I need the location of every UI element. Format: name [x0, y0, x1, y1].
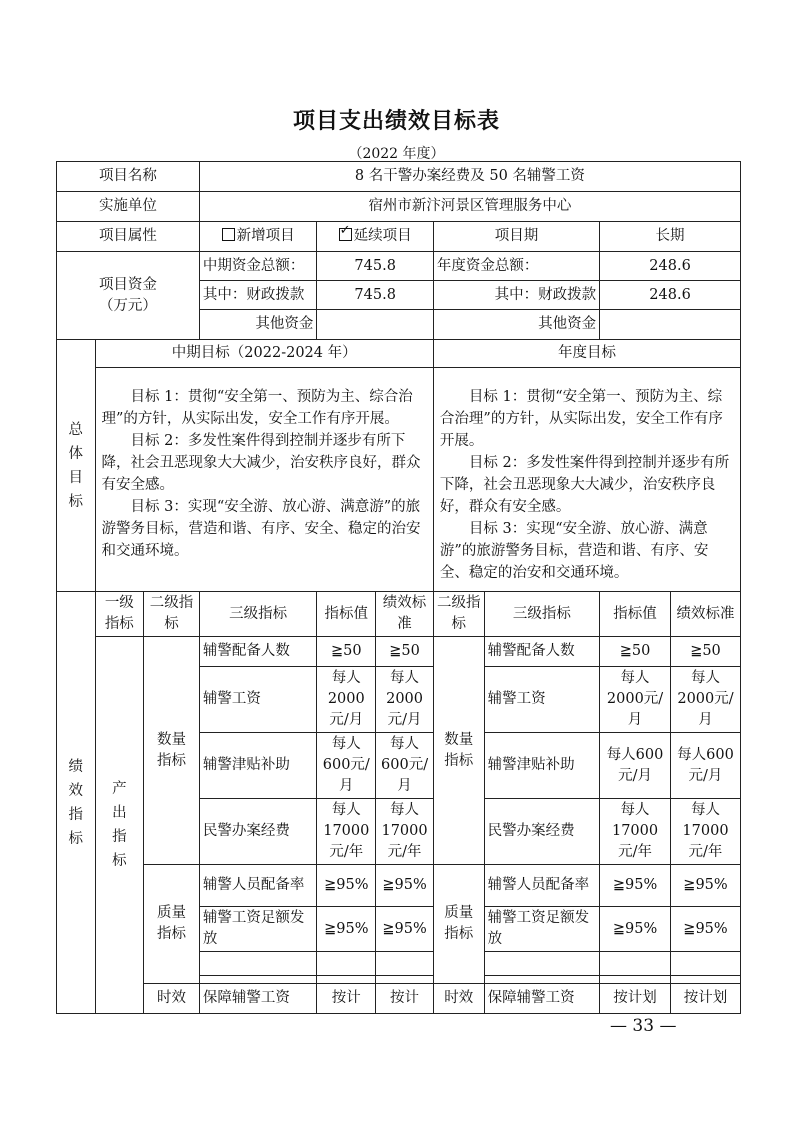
q4-standard-b: 每人17000元/年 — [671, 799, 741, 865]
m1-standard-b: ≧95% — [671, 865, 741, 907]
quantity-label-b: 数量指标 — [433, 637, 484, 865]
header-value-b: 指标值 — [600, 592, 671, 637]
header-level3-b: 三级指标 — [484, 592, 600, 637]
mid-goal-1: 目标 1：贯彻“安全第一、预防为主、综合治理”的方针，从实际出发，安全工作有序开展。 — [101, 389, 413, 427]
mid-fiscal-value: 745.8 — [317, 281, 434, 310]
m2-name: 辅警工资足额发放 — [199, 907, 317, 952]
m1-name-b: 辅警人员配备率 — [484, 865, 600, 907]
q2-name-b: 辅警工资 — [484, 667, 600, 733]
unit-value: 宿州市新汴河景区管理服务中心 — [199, 192, 740, 222]
row-unit — [57, 192, 741, 222]
header-standard: 绩效标准 — [376, 592, 434, 637]
year-goals-header: 年度目标 — [433, 340, 740, 368]
t-name: 保障辅警工资 — [199, 984, 317, 1014]
q3-standard-b: 每人600元/月 — [671, 733, 741, 799]
header-level2: 二级指标 — [144, 592, 200, 637]
mid-other-value — [317, 310, 434, 340]
year-goal-2: 目标 2：多发性案件得到控制并逐步有所下降，社会丑恶现象大大减少，治安秩序良好，群众有安全感。 — [439, 455, 730, 515]
table-row — [57, 865, 741, 907]
row-indicator-header — [57, 592, 741, 637]
empty-cell — [317, 976, 376, 984]
mid-total-label: 中期资金总额： — [199, 252, 317, 281]
opt-new-cell — [199, 222, 317, 252]
q2-name: 辅警工资 — [199, 667, 317, 733]
mid-goal-2: 目标 2：多发性案件得到控制并逐步有所下降，社会丑恶现象大大减少，治安秩序良好，群众有安全感。 — [101, 433, 421, 493]
header-level1: 一级指标 — [95, 592, 144, 637]
period-label: 项目期 — [433, 222, 599, 252]
output-label: 产出指标 — [95, 637, 144, 1014]
empty-cell — [600, 976, 671, 984]
q1-name: 辅警配备人数 — [199, 637, 317, 667]
empty-cell — [484, 976, 600, 984]
year-goals-text — [433, 368, 740, 592]
opt-new-label: 新增项目 — [236, 228, 295, 244]
q3-standard: 每人600元/月 — [376, 733, 434, 799]
opt-cont-label: 延续项目 — [353, 228, 412, 244]
period-value: 长期 — [600, 222, 741, 252]
empty-cell — [376, 976, 434, 984]
empty-cell — [199, 976, 317, 984]
q2-standard: 每人2000元/月 — [376, 667, 434, 733]
q3-name-b: 辅警津贴补助 — [484, 733, 600, 799]
funds-label: 项目资金（万元） — [57, 252, 200, 340]
q1-standard-b: ≧50 — [671, 637, 741, 667]
q1-value-b: ≧50 — [600, 637, 671, 667]
m2-standard-b: ≧95% — [671, 907, 741, 952]
t-standard-b: 按计划 — [671, 984, 741, 1014]
year-other-value — [600, 310, 741, 340]
attr-label: 项目属性 — [57, 222, 200, 252]
q1-value: ≧50 — [317, 637, 376, 667]
empty-cell — [600, 952, 671, 976]
performance-table — [56, 161, 741, 1014]
quality-label-b: 质量指标 — [433, 865, 484, 984]
empty-cell — [376, 952, 434, 976]
q3-value-b: 每人600元/月 — [600, 733, 671, 799]
indicators-label: 绩效指标 — [57, 592, 96, 1014]
q2-value: 每人2000元/月 — [317, 667, 376, 733]
table-row — [57, 637, 741, 667]
q4-name-b: 民警办案经费 — [484, 799, 600, 865]
page-number: — 33 — — [610, 1016, 677, 1036]
checkbox-new-icon — [222, 228, 235, 241]
project-name-value: 8 名干警办案经费及 50 名辅警工资 — [199, 162, 740, 192]
mid-goals-text — [95, 368, 433, 592]
m1-value-b: ≧95% — [600, 865, 671, 907]
year-other-label: 其他资金 — [433, 310, 599, 340]
mid-goals-header: 中期目标（2022-2024 年） — [95, 340, 433, 368]
checkbox-checked-icon — [339, 228, 352, 241]
goals-label: 总体目标 — [57, 340, 96, 592]
header-standard-b: 绩效标准 — [671, 592, 741, 637]
m2-value: ≧95% — [317, 907, 376, 952]
mid-fiscal-label: 其中：财政拨款 — [199, 281, 317, 310]
m2-name-b: 辅警工资足额发放 — [484, 907, 600, 952]
q1-standard: ≧50 — [376, 637, 434, 667]
q2-value-b: 每人2000元/月 — [600, 667, 671, 733]
q4-value-b: 每人17000元/年 — [600, 799, 671, 865]
row-attribute — [57, 222, 741, 252]
mid-other-label: 其他资金 — [199, 310, 317, 340]
q3-name: 辅警津贴补助 — [199, 733, 317, 799]
year-fiscal-label: 其中：财政拨款 — [433, 281, 599, 310]
page-title: 项目支出绩效目标表 — [292, 109, 500, 134]
time-label: 时效 — [144, 984, 200, 1014]
unit-label: 实施单位 — [57, 192, 200, 222]
year-total-label: 年度资金总额： — [433, 252, 599, 281]
empty-cell — [671, 976, 741, 984]
year-total-value: 248.6 — [600, 252, 741, 281]
header-level2-b: 二级指标 — [433, 592, 484, 637]
m1-value: ≧95% — [317, 865, 376, 907]
time-label-b: 时效 — [433, 984, 484, 1014]
t-name-b: 保障辅警工资 — [484, 984, 600, 1014]
empty-cell — [484, 952, 600, 976]
year-goal-3: 目标 3：实现“安全游、放心游、满意游”的旅游警务目标，营造和谐、有序、安全、稳定的治安和交通环境。 — [439, 521, 709, 581]
empty-cell — [671, 952, 741, 976]
mid-total-value: 745.8 — [317, 252, 434, 281]
q2-standard-b: 每人2000元/月 — [671, 667, 741, 733]
row-project-name — [57, 162, 741, 192]
m1-name: 辅警人员配备率 — [199, 865, 317, 907]
q4-standard: 每人17000元/年 — [376, 799, 434, 865]
quality-label: 质量指标 — [144, 865, 200, 984]
project-name-label: 项目名称 — [57, 162, 200, 192]
q1-name-b: 辅警配备人数 — [484, 637, 600, 667]
q4-name: 民警办案经费 — [199, 799, 317, 865]
q4-value: 每人17000元/年 — [317, 799, 376, 865]
year-fiscal-value: 248.6 — [600, 281, 741, 310]
table-row — [57, 984, 741, 1014]
t-standard: 按计 — [376, 984, 434, 1014]
row-funds-total — [57, 252, 741, 281]
quantity-label: 数量指标 — [144, 637, 200, 865]
header-level3: 三级指标 — [199, 592, 317, 637]
m2-standard: ≧95% — [376, 907, 434, 952]
year-goal-1: 目标 1：贯彻“安全第一、预防为主、综合治理”的方针，从实际出发，安全工作有序开展。 — [439, 389, 723, 449]
empty-cell — [317, 952, 376, 976]
q3-value: 每人600元/月 — [317, 733, 376, 799]
mid-goal-3: 目标 3：实现“安全游、放心游、满意游”的旅游警务目标，营造和谐、有序、安全、稳定的治安和交通环境。 — [101, 499, 421, 559]
row-goals-header — [57, 340, 741, 368]
t-value-b: 按计划 — [600, 984, 671, 1014]
opt-cont-cell — [317, 222, 434, 252]
m2-value-b: ≧95% — [600, 907, 671, 952]
m1-standard: ≧95% — [376, 865, 434, 907]
year-subtitle: （2022 年度） — [348, 146, 445, 162]
header-value: 指标值 — [317, 592, 376, 637]
row-goals-text — [57, 368, 741, 592]
empty-cell — [199, 952, 317, 976]
t-value: 按计 — [317, 984, 376, 1014]
